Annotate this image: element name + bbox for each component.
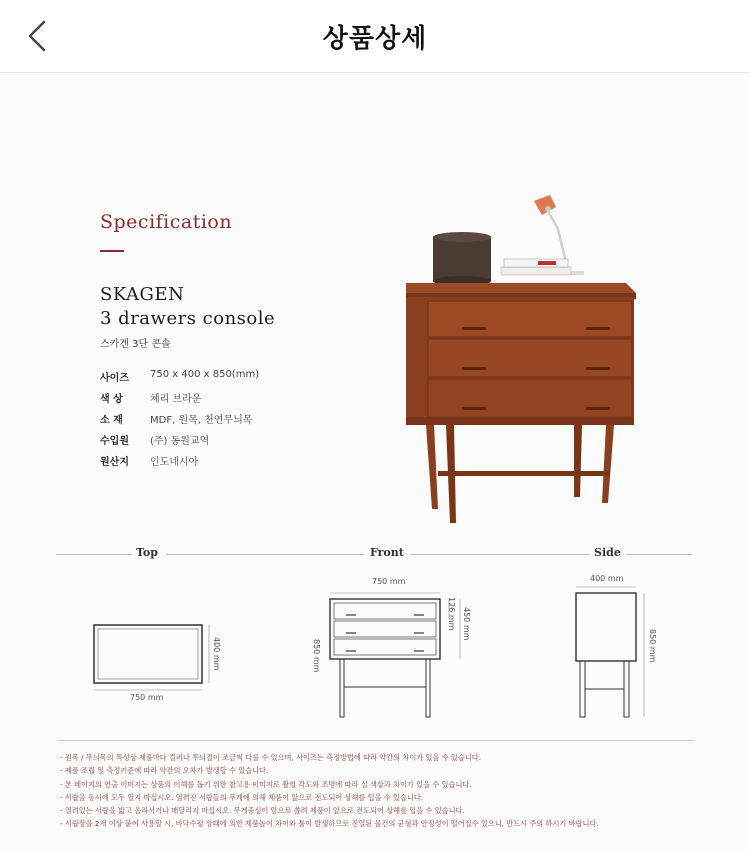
note-item: - 서랍을 동시에 모두 열지 마십시오. 열려진 서랍들의 무게에 의해 제품이 앞으로 전도되어 상해를 입을 수 있습니다. [60, 792, 424, 802]
round-box-icon [433, 232, 491, 286]
spec-row [100, 390, 360, 411]
front-drawer-dim: 126 mm [447, 597, 456, 631]
page-title: 상품상세 [322, 24, 428, 54]
side-view-diagram [572, 585, 652, 721]
product-detail-image [0, 73, 750, 850]
spec-heading: Specification [100, 211, 233, 233]
spec-value: MDF, 원목, 천연무늬목 [150, 415, 253, 426]
views-divider [56, 554, 132, 555]
note-item: - 원목 / 무늬목의 특성상 제품마다 컬러나 무늬결이 조금씩 다를 수 있으며, 사이즈는 측정방법에 따라 약간의 차이가 있을 수 있습니다. [60, 753, 481, 762]
note-item: - 열려있는 서랍을 밟고 올라서거나 매달리지 마십시오. 무게중심이 앞으로 쏠려 제품이 앞으로 전도되어 상해를 입을 수 있습니다. [60, 806, 465, 816]
spec-key: 색 상 [100, 394, 123, 405]
views-divider [626, 554, 692, 555]
spec-heading-rule [100, 250, 124, 252]
spec-key: 사이즈 [100, 373, 129, 384]
top-width-dim: 750 mm [130, 693, 164, 702]
notes-divider [58, 740, 694, 741]
product-name-line2: 3 drawers console [100, 308, 276, 329]
books-icon [501, 259, 571, 275]
front-width-dim: 750 mm [372, 577, 406, 586]
notes-list [60, 751, 710, 831]
spec-key: 원산지 [100, 457, 129, 468]
note-item: - 서랍장을 2개 이상 붙여 사용할 시, 바닥수평 상태에 의한 제품높이 차이와 틈이 발생하므로 진열된 물건의 균형과 안정성이 떨어질수 있으니, 반드시 주의 하시기 바랍니다. [60, 819, 599, 829]
spec-value: 체리 브라운 [150, 394, 202, 405]
views-divider [410, 554, 590, 555]
spec-value: 인도네시아 [150, 457, 199, 468]
spec-row [100, 369, 360, 390]
side-height-dim: 850 mm [648, 629, 657, 663]
spec-value: (주) 동원교역 [150, 436, 210, 447]
spec-key: 수입원 [100, 436, 129, 447]
spec-row [100, 411, 360, 432]
front-height-dim: 850 mm [312, 639, 321, 673]
product-name-kr: 스카겐 3단 콘솔 [100, 339, 171, 350]
front-body-dim: 450 mm [462, 607, 471, 641]
note-item: - 본 페이지의 연출 이미지는 상품의 이해를 돕기 위한 참고용 이미지로 촬영 각도와 조명에 따라 실 색상과 차이가 있을 수 있습니다. [60, 779, 472, 789]
spec-table [100, 369, 360, 474]
product-name [100, 283, 275, 331]
product-photo [398, 189, 648, 529]
spec-row [100, 453, 360, 474]
product-name-line1: SKAGEN [100, 284, 185, 305]
app-header [0, 0, 750, 73]
view-label-side: Side [590, 546, 625, 559]
top-depth-dim: 400 mm [212, 637, 221, 671]
views-divider [166, 554, 364, 555]
top-view-diagram [92, 623, 212, 693]
view-label-front: Front [366, 546, 408, 559]
view-label-top: Top [132, 546, 162, 559]
side-depth-dim: 400 mm [590, 574, 624, 583]
spec-key: 소 재 [100, 415, 123, 426]
spec-value: 750 x 400 x 850(mm) [150, 369, 260, 380]
spec-row [100, 432, 360, 453]
note-item: - 제품 조립 및 측정기준에 따라 약간의 오차가 발생할 수 있습니다. [60, 766, 269, 776]
